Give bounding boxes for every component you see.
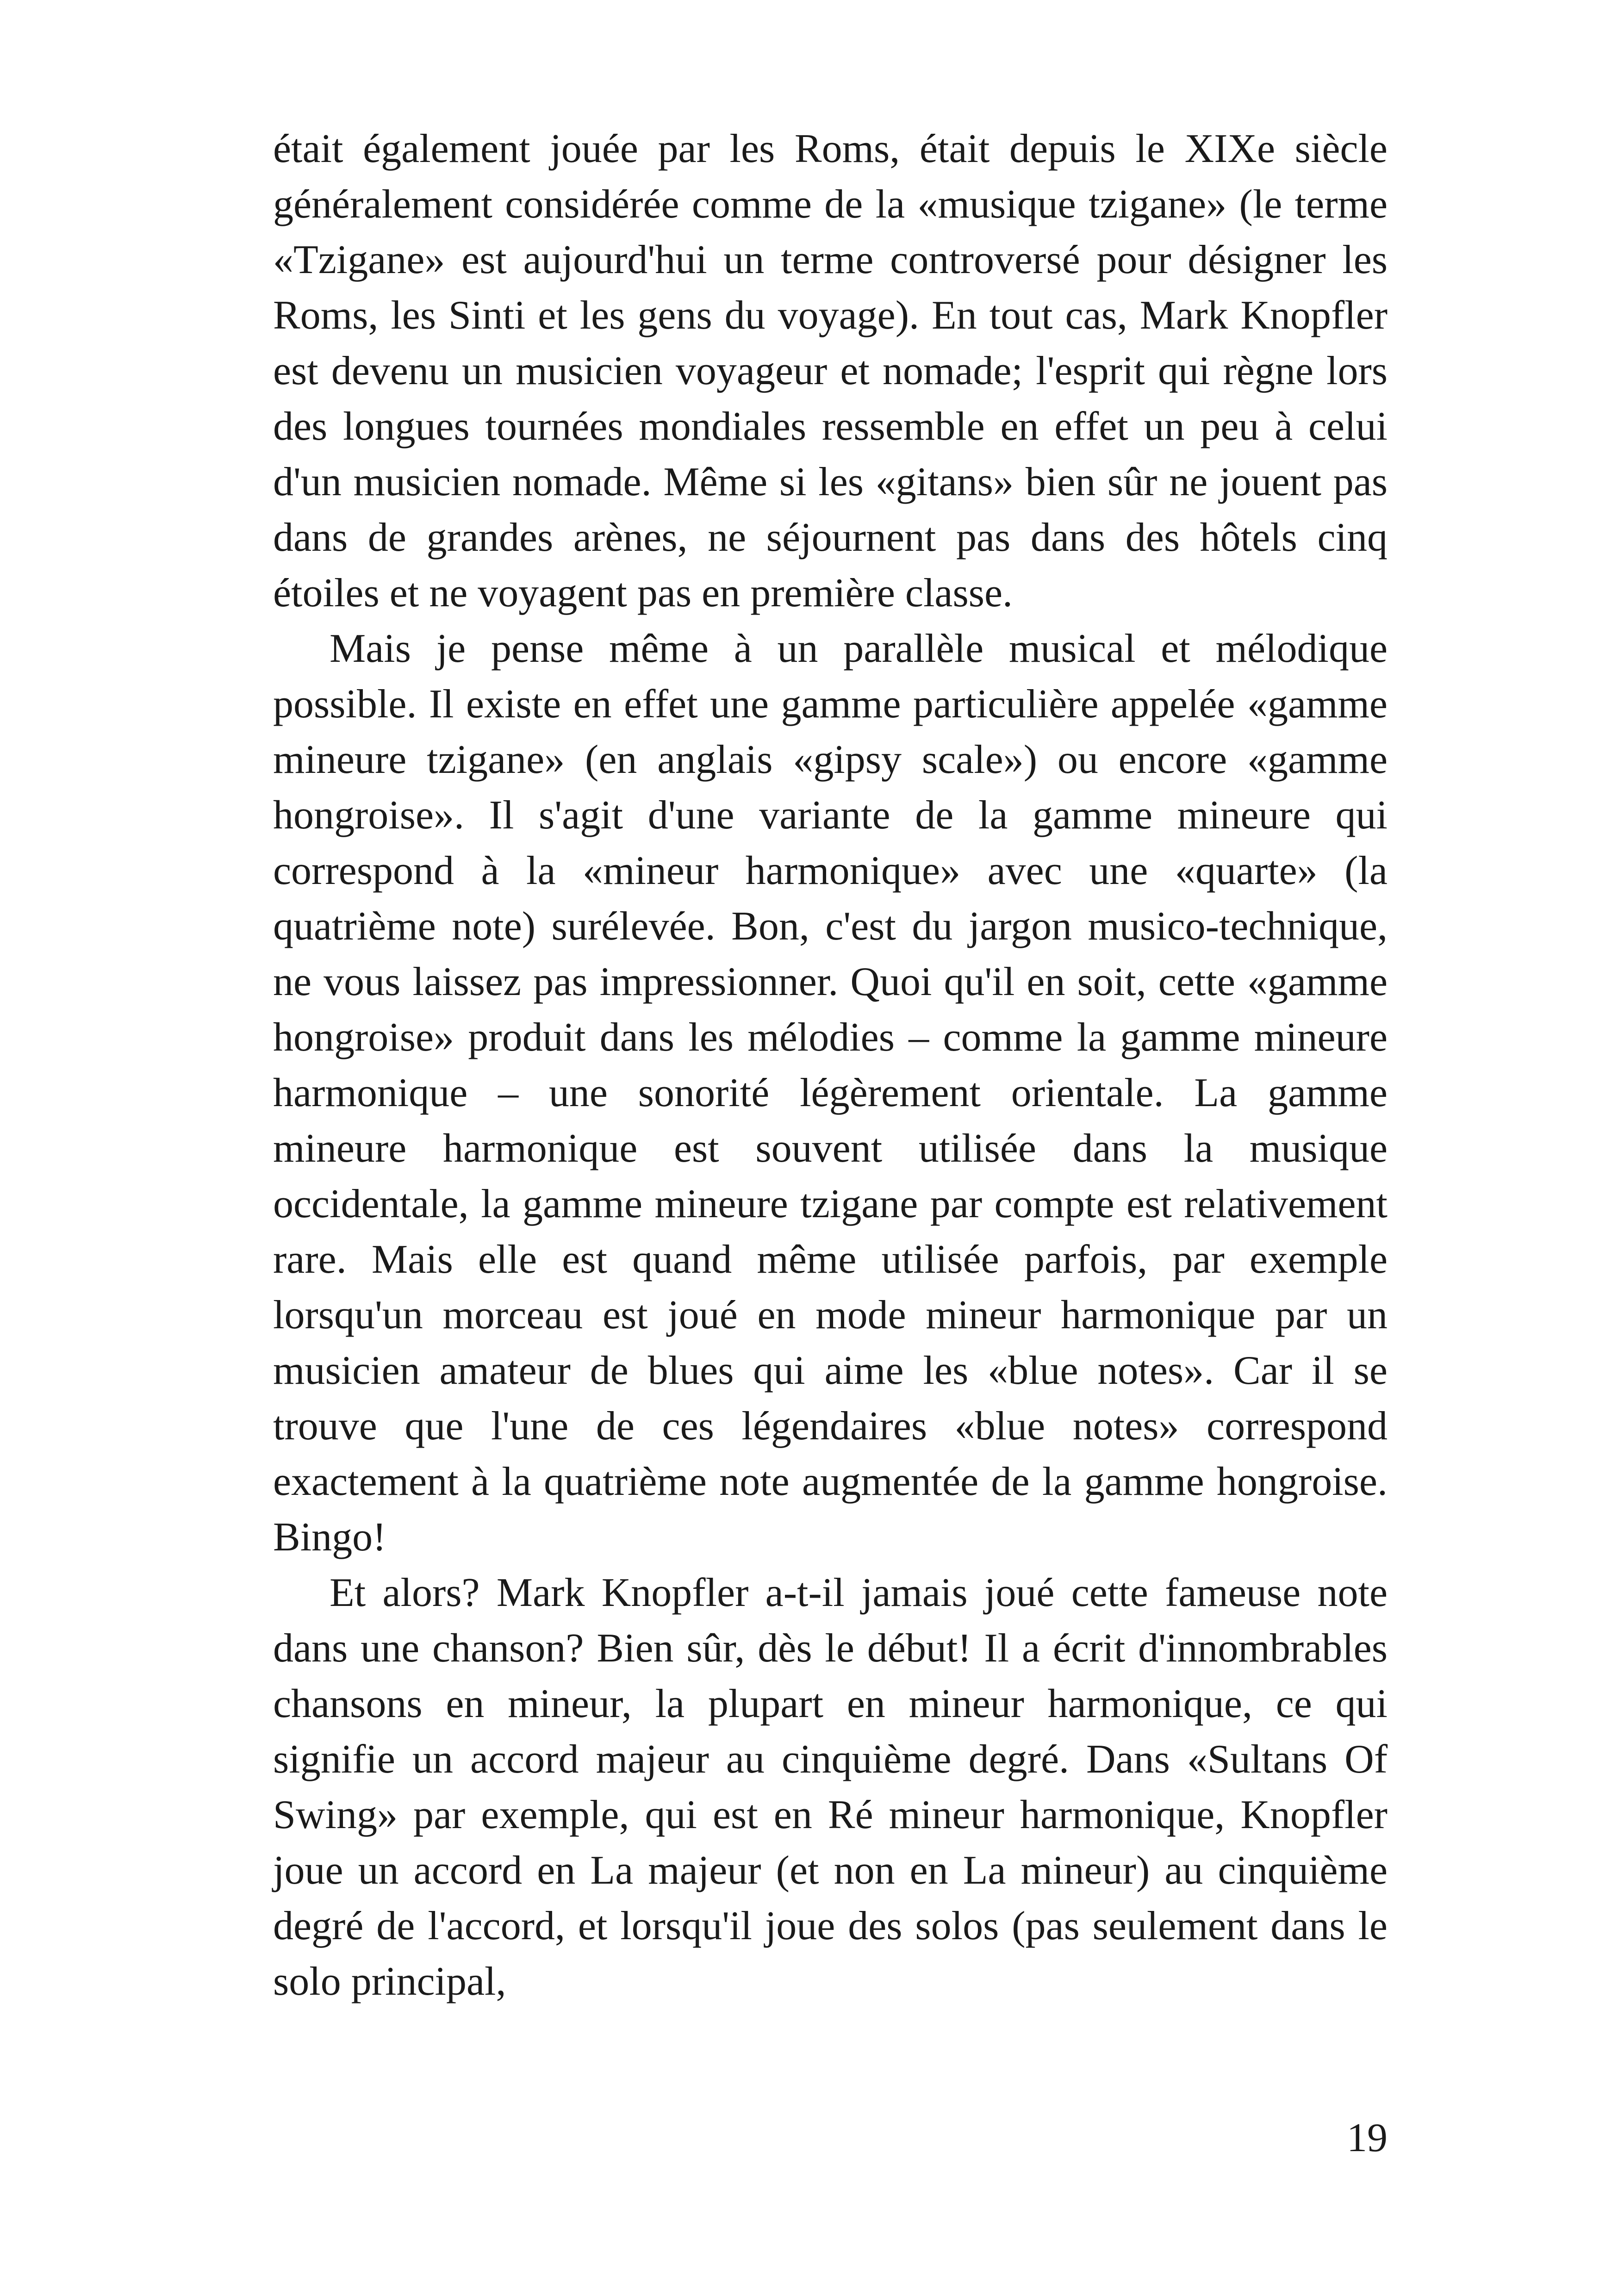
body-text — [273, 121, 1388, 2010]
paragraph-1: était également jouée par les Roms, était depuis le XIXe siècle généralement considérée comme de la «musique tzigane» (le terme «Tzigane» est aujourd'hui un terme controversé pour désigner les Roms, les Sinti et les gens du voyage). En tout cas, Mark Knopfler est devenu un musicien voyageur et nomade; l'esprit qui règne lors des longues tournées mondiales ressemble en effet un peu à celui d'un musicien nomade. Même si les «gitans» bien sûr ne jouent pas dans de grandes arènes, ne séjournent pas dans des hôtels cinq étoiles et ne voyagent pas en première classe. — [273, 126, 1388, 616]
paragraph-3: Et alors? Mark Knopfler a-t-il jamais joué cette fameuse note dans une chanson? Bien sûr, dès le début! Il a écrit d'innombrables chansons en mineur, la plupart en mineur harmonique, ce qui signifie un accord majeur au cinquième degré. Dans «Sultans Of Swing» par exemple, qui est en Ré mineur harmonique, Knopfler joue un accord en La majeur (et non en La mineur) au cinquième degré de l'accord, et lorsqu'il joue des solos (pas seulement dans le solo principal, — [273, 1570, 1388, 2004]
paragraph-2: Mais je pense même à un parallèle musical et mélodique possible. Il existe en effet une gamme particulière appelée «gamme mineure tzigane» (en anglais «gipsy scale») ou encore «gamme hongroise». Il s'agit d'une variante de la gamme mineure qui correspond à la «mineur harmonique» avec une «quarte» (la quatrième note) surélevée. Bon, c'est du jargon musico-technique, ne vous laissez pas impressionner. Quoi qu'il en soit, cette «gamme hongroise» produit dans les mélodies – comme la gamme mineure harmonique – une sonorité légèrement orientale. La gamme mineure harmonique est souvent utilisée dans la musique occidentale, la gamme mineure tzigane par compte est relativement rare. Mais elle est quand même utilisée parfois, par exemple lorsqu'un morceau est joué en mode mineur harmonique par un musicien amateur de blues qui aime les «blue notes». Car il se trouve que l'une de ces légendaires «blue notes» correspond exactement à la quatrième note augmentée de la gamme hongroise. Bingo! — [273, 626, 1388, 1560]
page-number: 19 — [1347, 2116, 1388, 2160]
